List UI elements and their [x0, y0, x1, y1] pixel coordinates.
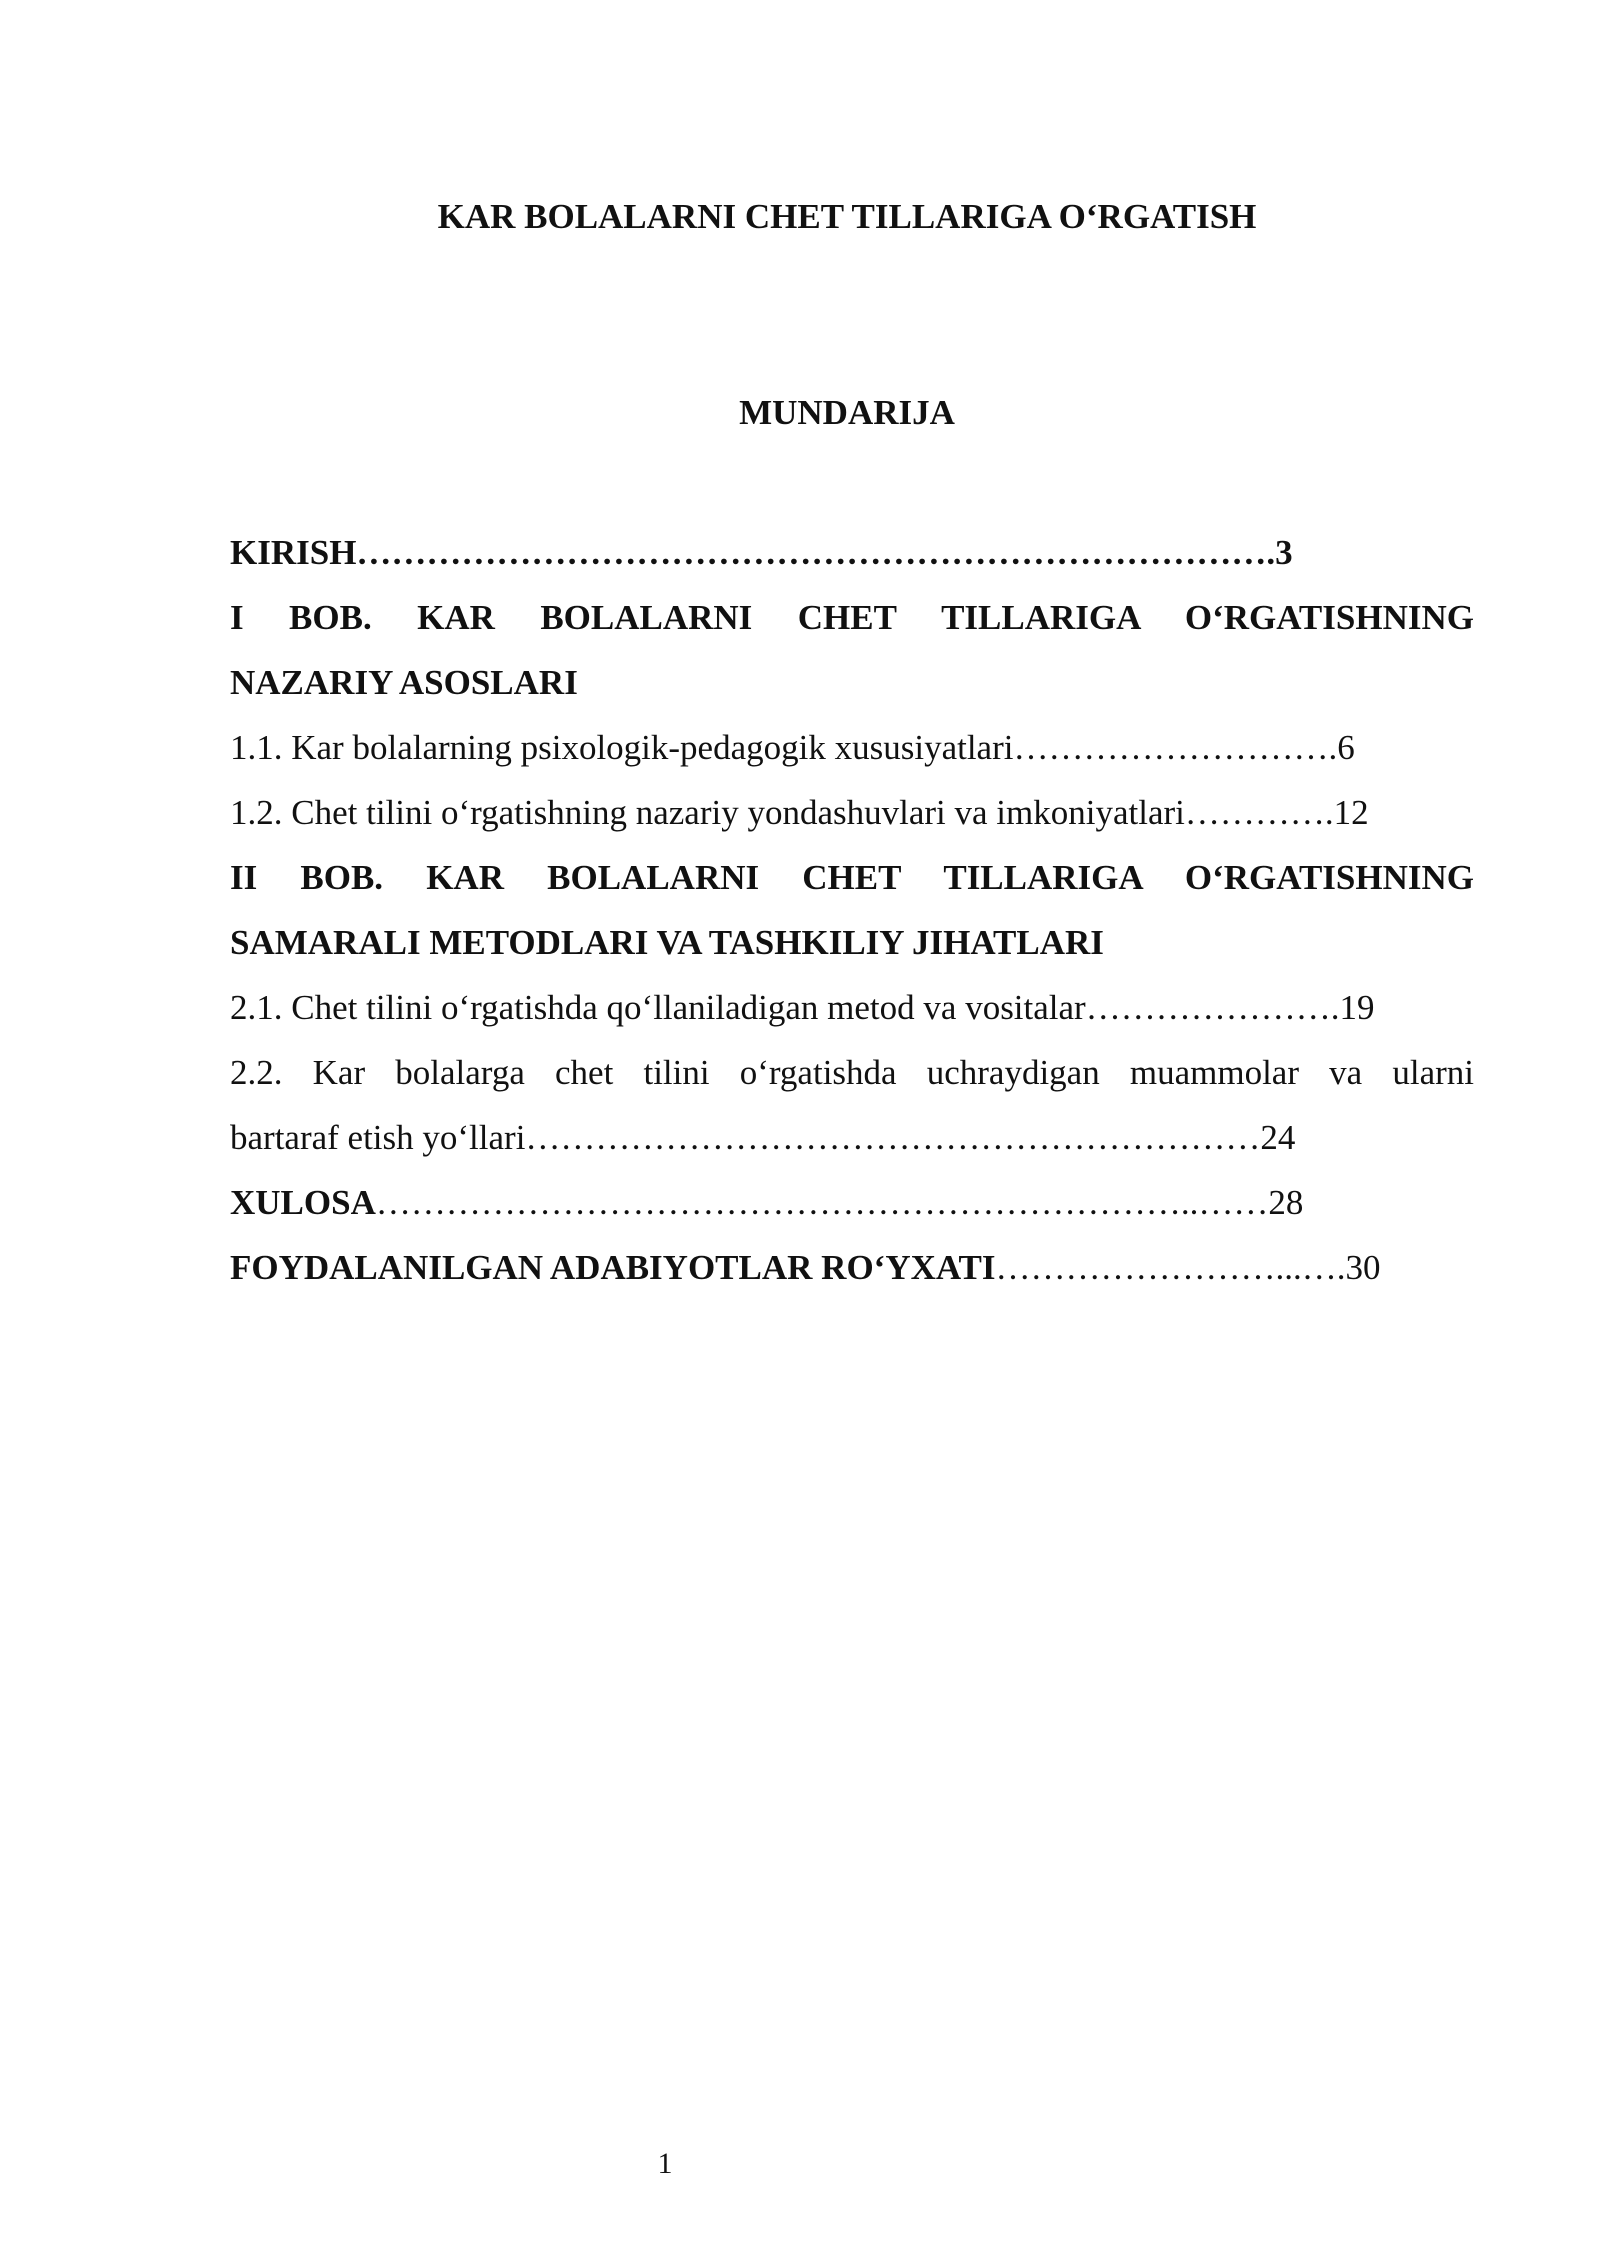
- toc-entry-chapter-2-line-1[interactable]: II BOB. KAR BOLALARNI CHET TILLARIGA O‘RGATISHNING: [230, 858, 1474, 897]
- toc-entry-1-1[interactable]: 1.1. Kar bolalarning psixologik-pedagogik xususiyatlari……………………….6: [230, 728, 1355, 767]
- toc-entry-chapter-1-line-2[interactable]: NAZARIY ASOSLARI: [230, 663, 578, 702]
- page-number: 1: [657, 2147, 673, 2180]
- toc-entry-kirish[interactable]: KIRISH…………………………………………………………………….3: [230, 533, 1293, 572]
- toc-entry-2-1[interactable]: 2.1. Chet tilini o‘rgatishda qo‘llaniladigan metod va vositalar………………….19: [230, 988, 1375, 1027]
- toc-entry-references[interactable]: [230, 1235, 1474, 1300]
- toc-entry-2-2-line-2[interactable]: bartaraf etish yo‘llari………………………………………………………24: [230, 1118, 1296, 1157]
- toc-entry-chapter-2-line-2[interactable]: SAMARALI METODLARI VA TASHKILIY JIHATLARI: [230, 923, 1104, 962]
- toc-entry-chapter-1-line-1[interactable]: I BOB. KAR BOLALARNI CHET TILLARIGA O‘RGATISHNING: [230, 598, 1474, 637]
- toc-entry-references-label: FOYDALANILGAN ADABIYOTLAR RO‘YXATI: [230, 1248, 996, 1287]
- document-title: KAR BOLALARNI CHET TILLARIGA O‘RGATISH: [437, 197, 1257, 236]
- toc-entry-xulosa-label: XULOSA: [230, 1183, 376, 1222]
- toc-entry-2-2-line-1[interactable]: 2.2. Kar bolalarga chet tilini o‘rgatishda uchraydigan muammolar va ularni: [230, 1053, 1474, 1092]
- toc-heading: MUNDARIJA: [739, 393, 955, 432]
- table-of-contents: [230, 520, 1474, 1300]
- toc-entry-1-2[interactable]: 1.2. Chet tilini o‘rgatishning nazariy yondashuvlari va imkoniyatlari………….12: [230, 793, 1369, 832]
- toc-entry-references-leader: ……………………...….30: [995, 1248, 1381, 1287]
- toc-entry-xulosa[interactable]: [230, 1170, 1474, 1235]
- toc-entry-xulosa-leader: ……………………………………………………………..……28: [375, 1183, 1304, 1222]
